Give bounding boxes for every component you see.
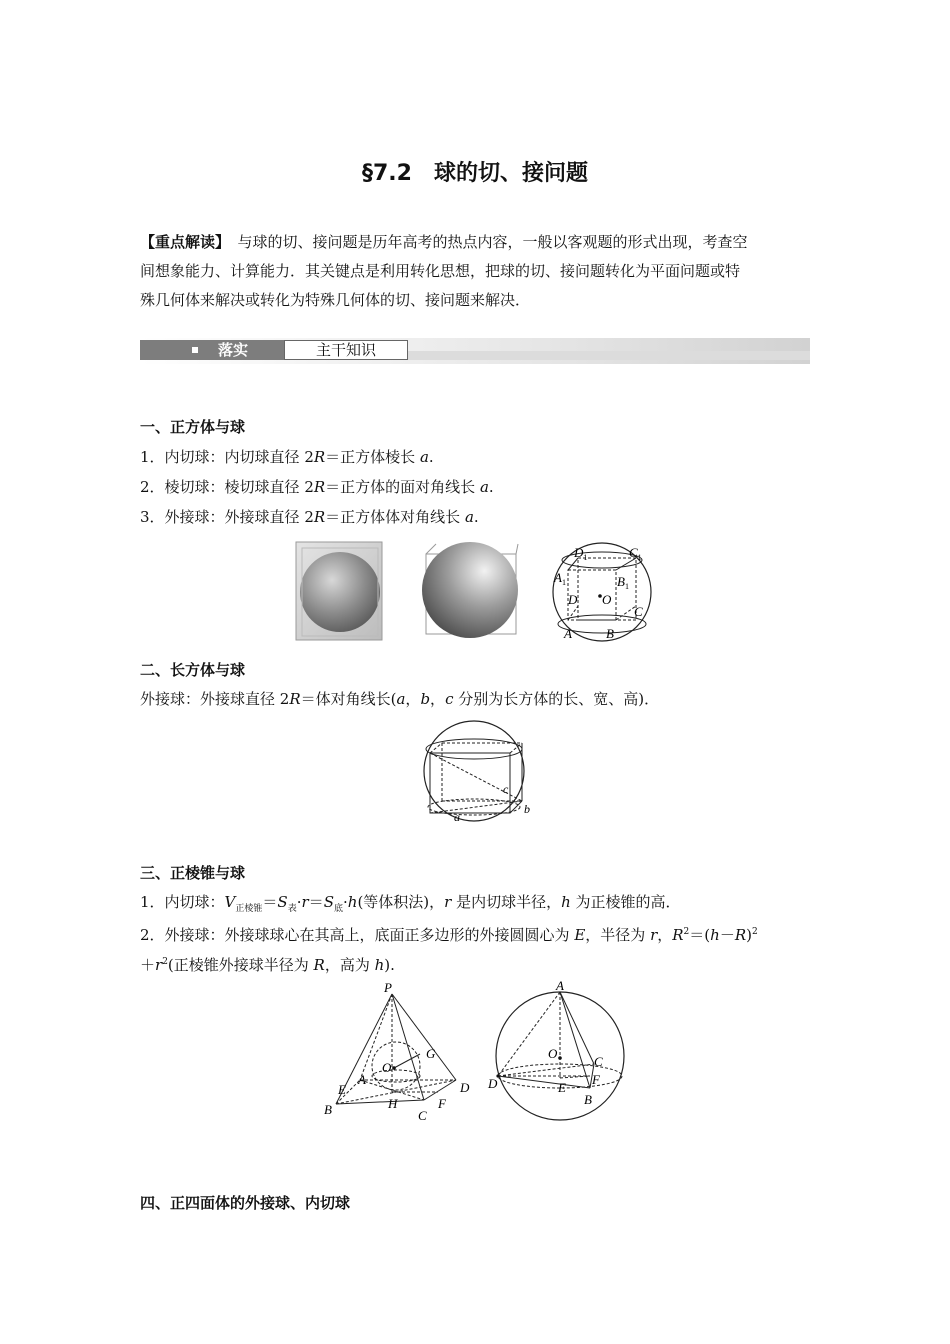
- heading-cube-sphere: 一、正方体与球: [140, 418, 246, 436]
- subscript-1: 1: [637, 553, 642, 562]
- text: ＝正方体棱长: [325, 448, 420, 466]
- label-O: O: [602, 592, 612, 607]
- text: 1．内切球：: [140, 893, 225, 911]
- lead-line-1: 与球的切、接问题是历年高考的热点内容，一般以客观题的形式出现，考查空: [237, 233, 748, 251]
- banner-light-label: 主干知识: [284, 340, 408, 360]
- label-F: F: [592, 1072, 600, 1087]
- var: R: [313, 478, 326, 496]
- var: a: [464, 508, 474, 526]
- text: ＝: [262, 893, 278, 911]
- label-B: B: [606, 626, 614, 641]
- text: 2．外接球：外接球球心在其高上，底面正多边形的外接圆圆心为: [140, 926, 575, 944]
- text: .: [488, 478, 494, 496]
- text: (等体积法)，: [357, 893, 445, 911]
- var: h: [561, 893, 571, 911]
- text: 1．内切球：内切球直径 2: [140, 448, 314, 466]
- label-B: B: [584, 1092, 592, 1107]
- section-banner: [140, 338, 810, 364]
- sub: 表: [287, 904, 297, 914]
- label-A: A: [358, 1072, 366, 1087]
- banner-dark-label: 落实: [218, 341, 249, 359]
- label-c: c: [503, 782, 509, 796]
- label-G: G: [426, 1046, 436, 1061]
- var: h: [710, 926, 720, 944]
- var: S: [277, 893, 288, 911]
- text: 3．外接球：外接球直径 2: [140, 508, 314, 526]
- text: ＝体对角线长(: [300, 690, 397, 708]
- var: R: [313, 448, 326, 466]
- label-a: a: [454, 810, 460, 823]
- label-C: C: [634, 604, 643, 619]
- label-C: C: [418, 1108, 427, 1123]
- text: ＝正方体体对角线长: [325, 508, 465, 526]
- var: R: [672, 926, 684, 944]
- label-E: E: [338, 1082, 346, 1097]
- lead-line-3: 殊几何体来解决或转化为特殊几何体的切、接问题来解决．: [140, 291, 531, 309]
- pyramid-item-2-cont: [140, 951, 395, 976]
- sub: 底: [333, 904, 343, 914]
- label-C1: $C_1$: [629, 545, 642, 562]
- cube-item-2: [140, 476, 494, 498]
- text: ＝: [308, 893, 324, 911]
- banner-strip: [408, 351, 810, 360]
- var: R: [734, 926, 747, 944]
- circumscribed-sphere-cube-figure: [542, 540, 664, 644]
- text: ·: [342, 893, 348, 911]
- heading-pyramid-sphere: 三、正棱锥与球: [140, 864, 246, 882]
- var: a: [479, 478, 489, 496]
- text: ，高为: [324, 956, 375, 974]
- label-E: E: [558, 1080, 566, 1095]
- var: R: [313, 956, 325, 974]
- page-title: §7.2 球的切、接问题: [362, 161, 588, 186]
- label-A: A: [556, 980, 564, 993]
- text: ·: [296, 893, 302, 911]
- cuboid-circumscribed-sphere-figure: [408, 719, 540, 823]
- edge-tangent-sphere-figure: [418, 540, 520, 640]
- cuboid-text: [140, 688, 659, 710]
- text: .: [473, 508, 479, 526]
- subscript-1: 1: [583, 553, 588, 562]
- label-B: B: [324, 1102, 332, 1117]
- subscript-1: 1: [561, 578, 566, 587]
- sup: 2: [162, 957, 168, 967]
- text: ).: [384, 956, 395, 974]
- pyramid-inscribed-sphere-figure: [320, 980, 476, 1124]
- text: ，: [430, 690, 446, 708]
- text: ＝正方体的面对角线长: [325, 478, 480, 496]
- heading-cuboid-sphere: 二、长方体与球: [140, 661, 246, 679]
- var: r: [444, 893, 452, 911]
- lead-paragraph: [140, 228, 812, 315]
- text: ＋: [140, 956, 156, 974]
- label-H: H: [388, 1096, 398, 1111]
- banner-dark-tab: [140, 340, 284, 360]
- text: ，半径为: [585, 926, 651, 944]
- var: S: [323, 893, 334, 911]
- label-A: A: [564, 626, 572, 641]
- label-F: F: [438, 1096, 446, 1111]
- var: r: [301, 893, 309, 911]
- text: .: [428, 448, 434, 466]
- text: －: [719, 926, 735, 944]
- text: 2．棱切球：棱切球直径 2: [140, 478, 314, 496]
- pyramid-item-1: [140, 891, 681, 920]
- square-bullet-icon: [192, 347, 198, 353]
- cube-item-3: [140, 506, 479, 528]
- text: 是内切球半径，: [451, 893, 562, 911]
- var: V: [224, 893, 236, 911]
- label-A1: $A_1$: [554, 570, 566, 587]
- pyramid-item-2: [140, 921, 758, 946]
- var: a: [396, 690, 406, 708]
- label-O: O: [548, 1046, 558, 1061]
- lead-line-2: 间想象能力、计算能力．其关键点是利用转化思想，把球的切、接问题转化为平面问题或特: [140, 262, 741, 280]
- heading-tetrahedron-sphere: 四、正四面体的外接球、内切球: [140, 1194, 351, 1212]
- label-C: C: [594, 1054, 603, 1069]
- label-O: O: [382, 1060, 392, 1075]
- var: a: [419, 448, 429, 466]
- text: (正棱锥外接球半径为: [167, 956, 314, 974]
- label-D: D: [460, 1080, 470, 1095]
- var: h: [374, 956, 385, 974]
- var: R: [313, 508, 326, 526]
- label-D: D: [568, 592, 578, 607]
- text: 为正棱锥的高．: [570, 893, 681, 911]
- text: ，: [405, 690, 421, 708]
- sub: 正棱锥: [235, 904, 263, 914]
- text: ): [746, 926, 752, 944]
- text: 分别为长方体的长、宽、高)．: [453, 690, 660, 708]
- var: r: [155, 956, 163, 974]
- label-B1: $B_1$: [617, 574, 629, 591]
- text: ＝(: [689, 926, 711, 944]
- inscribed-sphere-figure: [294, 540, 384, 642]
- label-D1: $D_1$: [574, 545, 588, 562]
- lead-tag: 【重点解读】: [140, 233, 223, 251]
- subscript-1: 1: [624, 582, 629, 591]
- var: b: [420, 690, 431, 708]
- var: R: [289, 690, 301, 708]
- var: h: [347, 893, 358, 911]
- pyramid-circumscribed-sphere-figure: [486, 980, 630, 1122]
- label-b: b: [524, 802, 530, 816]
- sup: 2: [751, 927, 758, 937]
- text: 外接球：外接球直径 2: [140, 690, 290, 708]
- text: ，: [657, 926, 673, 944]
- var: r: [650, 926, 658, 944]
- var: c: [445, 690, 454, 708]
- label-P: P: [384, 980, 392, 995]
- label-D: D: [488, 1076, 498, 1091]
- cube-item-1: [140, 446, 434, 468]
- var: E: [574, 926, 586, 944]
- sup: 2: [683, 927, 690, 937]
